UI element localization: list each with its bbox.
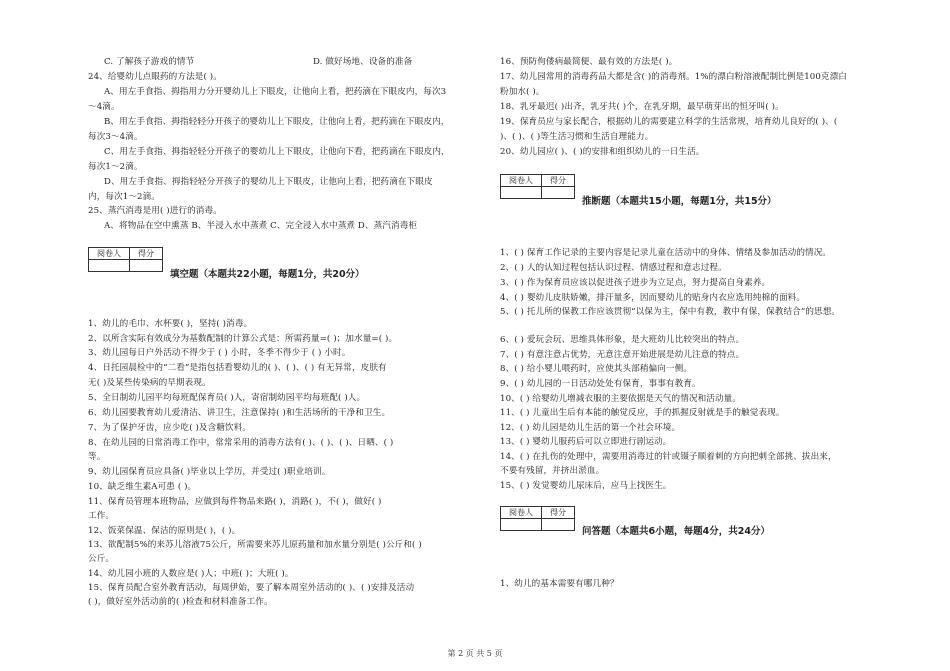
text-line: 12、饭菜保温、保洁的原则是( )，( )。 [88, 526, 241, 536]
text-line: 粉加水( )。 [500, 87, 545, 97]
text-line: 15、保育员配合室外教育活动，每周伊始，要了解本周室外活动的( )、( )安排及活动 [88, 583, 415, 593]
text-line: ～4滴。 [88, 102, 120, 112]
text-line: 8、在幼儿园的日常消毒工作中，常常采用的消毒方法有( )、( )、( )、日晒、( ) [88, 438, 394, 448]
text-line: 6、幼儿园要教育幼儿爱清洁、讲卫生，注意保持( )和生活场所的干净和卫生。 [88, 408, 391, 418]
text-line: 24、给婴幼儿点眼药的方法是( )。 [88, 72, 222, 82]
text-line: 1、幼儿的基本需要有哪几种？ [500, 579, 619, 589]
text-line: A、将物品在空中熏蒸 B、半浸入水中蒸煮 C、完全浸入水中蒸煮 D、蒸汽消毒柜 [104, 221, 418, 231]
reviewer-cell [501, 519, 542, 531]
section-title-fill: 填空题（本题共22小题，每题1分，共20分） [170, 269, 365, 280]
text-line: 7、为了保护牙齿，应少吃( )及含糖饮料。 [88, 423, 252, 433]
text-line: 9、( ) 幼儿园的一日活动处处有保育，事事有教育。 [500, 379, 701, 389]
text-line: 17、幼儿园常用的消毒药品大都是含( )的消毒剂。1%的漂白粉溶液配制比例是100克漂白 [500, 72, 847, 82]
text-line: 20、幼儿园应( )、( )的安排和组织幼儿的一日生活。 [500, 147, 705, 157]
text-line: 6、( ) 爱玩会玩、思维具体形象，是大班幼儿比较突出的特点。 [500, 335, 745, 345]
text-line: 每次3～4滴。 [88, 132, 143, 142]
text-line: 2、( ) 人的认知过程包括认识过程、情感过程和意志过程。 [500, 263, 727, 273]
text-line: 5、( ) 托儿所的保教工作应该贯彻“以保为主，保中有教，教中有保，保教结合”的思想。 [500, 307, 841, 317]
reviewer-label: 阅卷人 [501, 507, 542, 519]
text-line: 14、幼儿园小班的人数应是( )人；中班( )；大班( )。 [88, 569, 294, 579]
text-line: 不要有残留，并挤出淤血。 [500, 466, 605, 476]
score-box-qa [500, 506, 575, 531]
score-label: 得分 [542, 175, 575, 187]
text-line: )、( )、( )等生活习惯和生活自理能力。 [500, 132, 654, 142]
text-line: D. 做好场地、设备的准备 [313, 57, 413, 67]
text-line: 工作。 [88, 511, 115, 521]
reviewer-cell [89, 260, 130, 272]
text-line: 内，每次1～2滴。 [88, 192, 160, 202]
text-line: 16、预防佝偻病最简便、最有效的方法是( )。 [500, 57, 678, 67]
text-line: 25、蒸汽消毒是用( )进行的消毒。 [88, 206, 222, 216]
text-line: 8、( ) 给小婴儿喂药时，应使其头部稍偏向一侧。 [500, 364, 693, 374]
text-line: 无( )及某些传染病的早期表现。 [88, 378, 211, 388]
text-line: 等。 [88, 452, 106, 462]
text-line: B、用左手食指、拇指轻轻分开孩子的婴幼儿上下眼皮，让他向上看，把药滴在下眼皮内， [104, 117, 450, 127]
text-line: 4、( ) 婴幼儿皮肤娇嫩，排汗量多，因而婴幼儿的贴身内衣应选用纯棉的面料。 [500, 293, 806, 303]
text-line: 5、全日制幼儿园平均每班配保育员( )人，寄宿制幼园平均每班配( )人。 [88, 393, 366, 403]
text-line: 4、日托园晨检中的“二看”是指包括看婴幼儿的( )、( )、( ) 有无异常，皮肤有 [88, 363, 387, 373]
text-line: 3、幼儿园每日户外活动不得少于 ( ) 小时，冬季不得少于 ( ) 小时。 [88, 348, 351, 358]
score-label: 得分 [130, 248, 163, 260]
score-label: 得分 [542, 507, 575, 519]
text-line: 9、幼儿园保育员应具备( )毕业以上学历，并受过( )职业培训。 [88, 467, 331, 477]
text-line: C、用左手食指、拇指轻轻分开孩子的婴幼儿上下眼皮，让他向下看，把药滴在下眼皮内， [104, 147, 450, 157]
score-box-fill [88, 247, 163, 272]
text-line: 14、( ) 在扎伤的处理中，需要用消毒过的针或镊子顺着刺的方向把刺全部挑、拔出来， [500, 452, 837, 462]
reviewer-cell [501, 187, 542, 199]
text-line: 1、幼儿的毛巾、水杯要( )，坚持( )消毒。 [88, 319, 253, 329]
text-line: 12、( ) 幼儿园是幼儿生活的第一个社会环境。 [500, 423, 681, 433]
reviewer-label: 阅卷人 [501, 175, 542, 187]
text-line: C. 了解孩子游戏的情节 [104, 57, 195, 67]
text-line: ( )，做好室外活动前的( )检查和材料准备工作。 [88, 597, 273, 607]
text-line: 1、( ) 保育工作记录的主要内容是记录儿童在活动中的身体、情绪及参加活动的情况。 [500, 248, 832, 258]
section-title-judge: 推断题（本题共15小题，每题1分，共15分） [582, 196, 777, 207]
text-line: 11、( ) 儿童出生后有本能的触觉反应，手的抓握反射就是手的触觉表现。 [500, 408, 785, 418]
text-line: 15、( ) 发觉婴幼儿尿床后，应马上找医生。 [500, 481, 672, 491]
score-cell [542, 519, 575, 531]
score-cell [130, 260, 163, 272]
text-line: 13、欲配制5%的来苏儿溶液75公斤，所需要来苏儿原药量和加水量分别是( )公斤和( ) [88, 540, 422, 550]
text-line: D、用左手食指、拇指轻轻分开孩子的婴幼儿上下眼皮，让他向上看，把药滴在下眼皮 [104, 177, 433, 187]
page-footer: 第 2 页 共 5 页 [447, 649, 503, 658]
text-line: 10、缺乏维生素A可患 ( )。 [88, 482, 197, 492]
text-line: 3、( ) 作为保育员应该以促进孩子进步为立足点，努力提高自身素养。 [500, 278, 771, 288]
text-line: 10、( ) 给婴幼儿增减衣服的主要依据是天气的情况和活动量。 [500, 394, 742, 404]
text-line: 公斤。 [88, 554, 115, 564]
score-box-judge [500, 174, 575, 199]
text-line: 11、保育员管理本班物品，应做到每件物品来路( )，消路( )，不( )，做好( ) [88, 497, 382, 507]
text-line: A、用左手食指、拇指用力分开婴幼儿上下眼皮，让他向上看，把药滴在下眼皮内，每次3 [104, 87, 447, 97]
text-line: 7、( ) 有意注意占优势，无意注意开始进展是幼儿注意的特点。 [500, 350, 745, 360]
text-line: 2、以所含实际有效成分为基数配制的计算公式是：所需药量=( )；加水量=( )。 [88, 334, 398, 344]
score-cell [542, 187, 575, 199]
section-title-qa: 问答题（本题共6小题，每题4分，共24分） [582, 526, 770, 537]
text-line: 每次1～2滴。 [88, 162, 143, 172]
text-line: 13、( ) 婴幼儿服药后可以立即进行剧运动。 [500, 437, 672, 447]
reviewer-label: 阅卷人 [89, 248, 130, 260]
text-line: 18、乳牙最迟( )出齐，乳牙共( )个，在乳牙期，最早萌芽出的恒牙叫( )。 [500, 102, 784, 112]
text-line: 19、保育员应与家长配合，根据幼儿的需要建立科学的生活常规，培育幼儿良好的( )、( [500, 117, 838, 127]
